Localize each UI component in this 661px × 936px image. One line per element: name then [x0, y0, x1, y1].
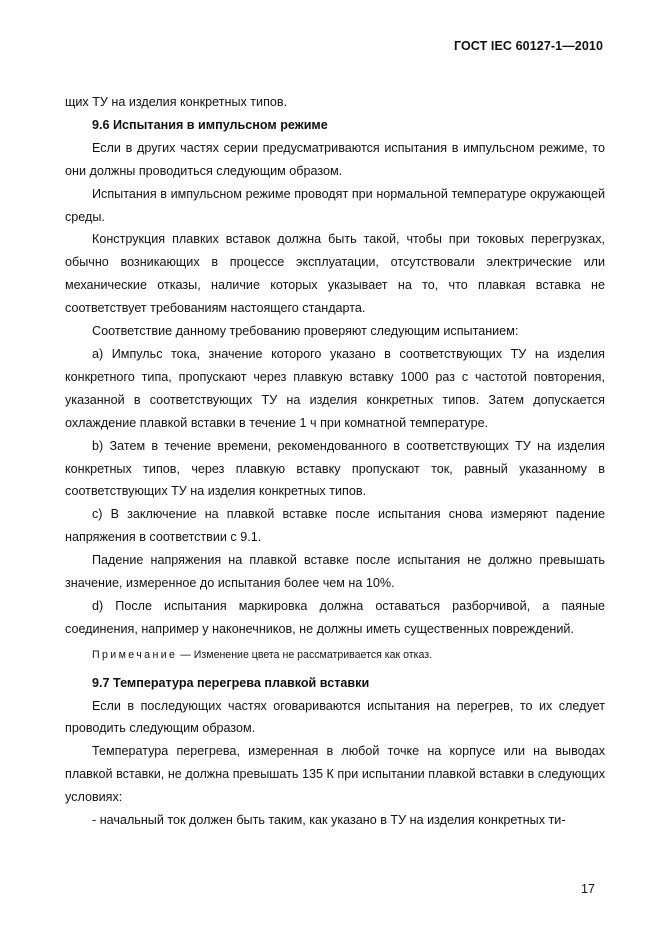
note — [65, 644, 605, 667]
list-item-dash: - начальный ток должен быть таким, как указано в ТУ на изделия конкретных ти- — [92, 813, 566, 828]
list-item-b: b) Затем в течение времени, рекомендованного в соответствующих ТУ на изделия конкретных типов, через плавкую вставку пропускают ток, равный указанному в соответствующих ТУ на изделия конкретных типов. — [65, 438, 605, 499]
paragraph: Температура перегрева, измеренная в любой точке на корпусе или на выводах плавкой вставки, не должна превышать 135 К при испытании плавкой вставки в следующих условиях: — [65, 744, 605, 805]
list-item-a: a) Импульс тока, значение которого указано в соответствующих ТУ на изделия конкретного типа, пропускают через плавкую вставку 1000 раз с частотой повторения, указанной в соответствующих ТУ на изделия конкретных типов. Затем допускается охлаждение плавкой вставки в течение 1 ч при комнатной температуре. — [65, 346, 605, 430]
section-heading-9-7: 9.7 Температура перегрева плавкой вставки — [92, 675, 370, 690]
list-item-d: d) После испытания маркировка должна оставаться разборчивой, а паяные соединения, например у наконечников, не должны иметь существенных повреждений. — [65, 598, 605, 636]
paragraph: Если в других частях серии предусматриваются испытания в импульсном режиме, то они должны проводиться следующим образом. — [65, 140, 605, 178]
paragraph: Падение напряжения на плавкой вставке после испытания не должно превышать значение, измеренное до испытания более чем на 10%. — [65, 553, 605, 591]
paragraph-continuation: щих ТУ на изделия конкретных типов. — [65, 95, 288, 109]
paragraph: Если в последующих частях оговариваются испытания на перегрев, то их следует проводить следующим образом. — [65, 698, 605, 736]
standard-header: ГОСТ IEC 60127-1—2010 — [453, 39, 603, 53]
paragraph: Конструкция плавких вставок должна быть такой, чтобы при токовых перегрузках, обычно возникающих в процессе эксплуатации, отсутствовали электрические или механические отказы, наличие которых указывает на то, что плавкая вставка не соответствует требованиям настоящего стандарта. — [65, 232, 605, 316]
note-text: — Изменение цвета не рассматривается как отказ. — [177, 648, 433, 661]
section-heading-9-6: 9.6 Испытания в импульсном режиме — [92, 117, 328, 132]
list-item-c: c) В заключение на плавкой вставке после испытания снова измеряют падение напряжения в соответствии с 9.1. — [65, 507, 605, 545]
note-label: Примечание — [92, 648, 178, 661]
page-number: 17 — [581, 882, 595, 896]
paragraph: Соответствие данному требованию проверяют следующим испытанием: — [92, 324, 519, 339]
paragraph: Испытания в импульсном режиме проводят при нормальной температуре окружающей среды. — [65, 186, 605, 224]
document-body — [65, 91, 605, 832]
